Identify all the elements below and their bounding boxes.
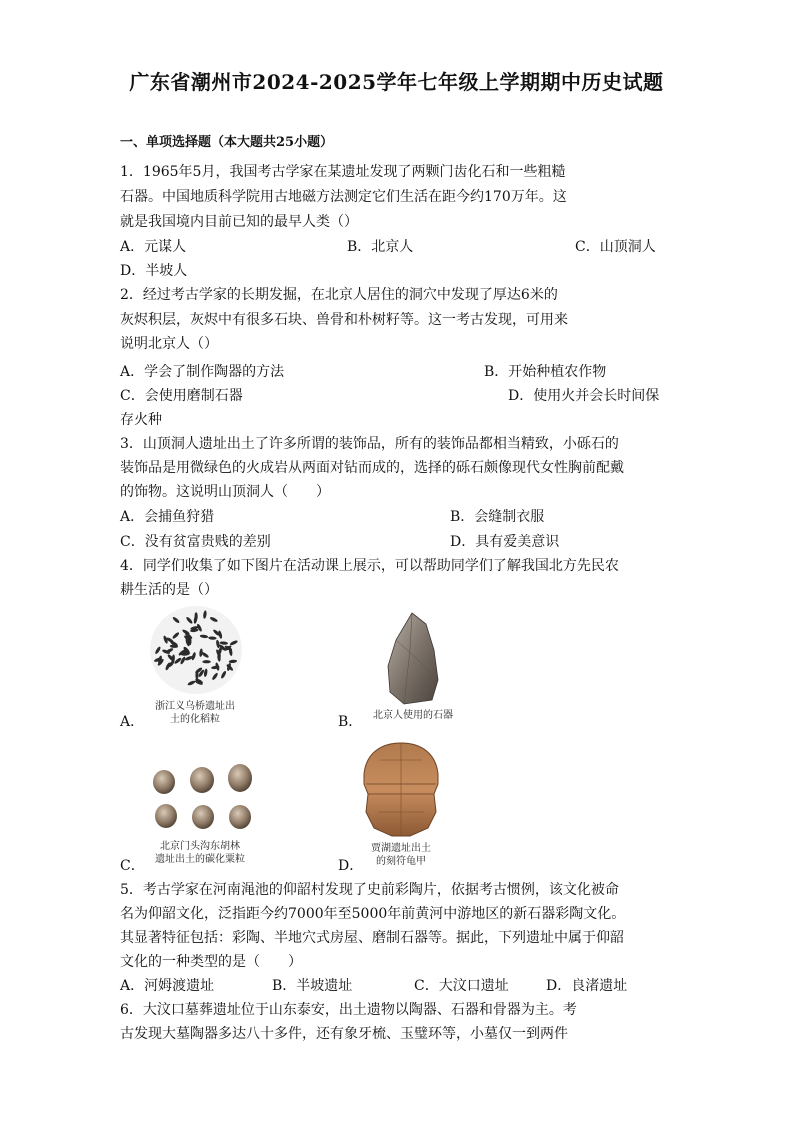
q2-option-a: A．学会了制作陶器的方法 (120, 364, 285, 380)
stone-tool-image (382, 610, 442, 706)
q6-line-2: 古发现大墓陶器多达八十多件，还有象牙梳、玉璧环等，小墓仅一到两件 (120, 1026, 568, 1042)
q1-line-2: 石器。中国地质科学院用古地磁方法测定它们生活在距今约170万年。这 (120, 189, 567, 205)
caption-d-line-1: 贾湖遗址出土 (371, 843, 431, 854)
q4-option-b: B． (338, 714, 363, 730)
q3-line-3: 的饰物。这说明山顶洞人（ ） (120, 484, 330, 500)
q2-option-b: B．开始种植农作物 (484, 364, 607, 380)
q5-option-c: C．大汶口遗址 (414, 978, 509, 994)
q2-option-d-cont: 存火种 (120, 412, 162, 428)
q2-line-1: 2．经过考古学家的长期发掘，在北京人居住的洞穴中发现了厚达6米的 (120, 287, 558, 303)
q1-option-b: B．北京人 (347, 239, 414, 255)
q4-option-a: A． (120, 714, 145, 730)
q1-option-d: D．半坡人 (120, 263, 188, 279)
q5-line-3: 其显著特征包括：彩陶、半地穴式房屋、磨制石器等。据此，下列遗址中属于仰韶 (120, 930, 624, 946)
q4-line-1: 4．同学们收集了如下图片在活动课上展示，可以帮助同学们了解我国北方先民农 (120, 558, 619, 574)
caption-c-line-2: 遗址出土的碳化粟粒 (155, 854, 245, 865)
q3-line-2: 装饰品是用微绿色的火成岩从两面对钻而成的，选择的砾石颇像现代女性胸前配戴 (120, 460, 624, 476)
q5-line-4: 文化的一种类型的是（ ） (120, 954, 302, 970)
q1-option-a: A．元谋人 (120, 239, 187, 255)
q2-line-2: 灰烬积层，灰烬中有很多石块、兽骨和朴树籽等。这一考古发现，可用来 (120, 312, 568, 328)
q5-line-2: 名为仰韶文化，泛指距今约7000年至5000年前黄河中游地区的新石器彩陶文化。 (120, 906, 626, 922)
caption-d-line-2: 的刻符龟甲 (376, 856, 426, 867)
caption-b-line-1: 北京人使用的石器 (373, 710, 453, 721)
q5-option-d: D．良渚遗址 (546, 978, 628, 994)
q3-line-1: 3．山顶洞人遗址出土了许多所谓的装饰品，所有的装饰品都相当精致，小砾石的 (120, 436, 619, 452)
q3-option-a: A．会捕鱼狩猎 (120, 509, 215, 525)
caption-c-line-1: 北京门头沟东胡林 (160, 841, 240, 852)
tortoise-shell-image (360, 740, 442, 840)
q4-line-2: 耕生活的是（） (120, 582, 218, 598)
q2-option-d: D．使用火并会长时间保 (508, 388, 660, 404)
q5-option-a: A．河姆渡遗址 (120, 978, 215, 994)
millet-grains-image (150, 762, 260, 834)
q1-line-1: 1．1965年5月，我国考古学家在某遗址发现了两颗门齿化石和一些粗糙 (120, 164, 566, 180)
q5-line-1: 5．考古学家在河南渑池的仰韶村发现了史前彩陶片，依据考古惯例，该文化被命 (120, 882, 619, 898)
caption-a-line-2: 土的化稻粒 (170, 714, 220, 725)
q3-option-d: D．具有爱美意识 (450, 534, 560, 550)
q1-line-3: 就是我国境内目前已知的最早人类（） (120, 214, 358, 230)
caption-a-line-1: 浙江义乌桥遗址出 (155, 701, 235, 712)
q2-line-3: 说明北京人（） (120, 336, 218, 352)
q3-option-c: C．没有贫富贵贱的差别 (120, 534, 271, 550)
q3-option-b: B．会缝制衣服 (450, 509, 545, 525)
q1-option-c: C．山顶洞人 (575, 239, 656, 255)
q4-option-d: D． (338, 858, 364, 874)
q5-option-b: B．半坡遗址 (272, 978, 353, 994)
page-title: 广东省潮州市2024-2025学年七年级上学期期中历史试题 (129, 70, 664, 94)
q6-line-1: 6．大汶口墓葬遗址位于山东泰安，出土遗物以陶器、石器和骨器为主。考 (120, 1002, 577, 1018)
q4-option-c: C． (120, 858, 145, 874)
q2-option-c: C．会使用磨制石器 (120, 388, 243, 404)
section-heading: 一、单项选择题（本大题共25小题） (120, 135, 334, 150)
rice-grains-image (148, 604, 244, 696)
